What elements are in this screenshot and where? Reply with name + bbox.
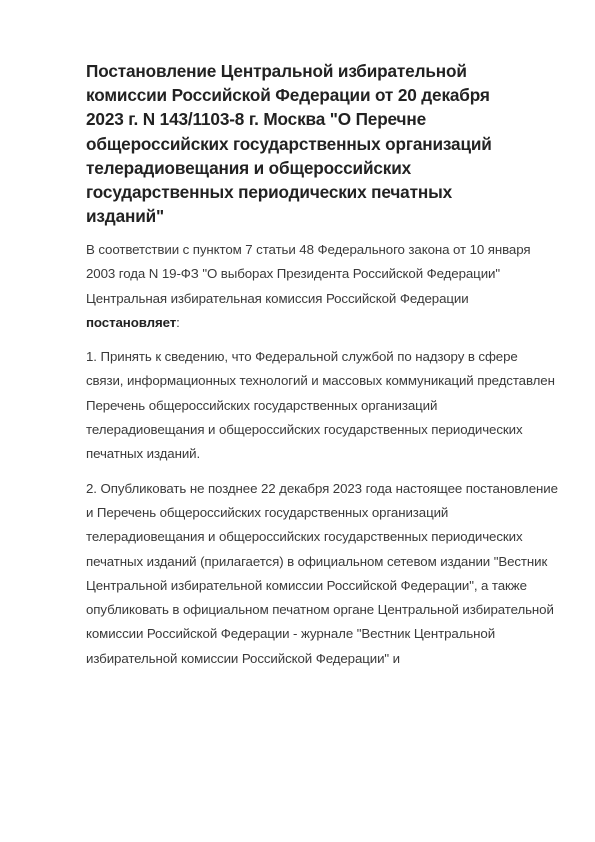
intro-text: В соответствии с пунктом 7 статьи 48 Федерального закона от 10 января 2003 года N 19-ФЗ "О выборах Президента Российской Федерации" Центральная избирательная комиссия Российской Федерации [86, 242, 531, 306]
document-title: Постановление Центральной избирательной комиссии Российской Федерации от 20 декабря 2023 г. N 143/1103-8 г. Москва "О Перечне общероссийских государственных организаций телерадиовещания и общероссийских государственных периодических печатных изданий" [86, 61, 492, 227]
intro-emphasis: постановляет [86, 314, 177, 330]
paragraph-2: 2. Опубликовать не позднее 22 декабря 2023 года настоящее постановление и Перечень общероссийских государственных организаций телерадиовещания и общероссийских государственных периодических печатных изданий (прилагается) в официальном сетевом издании "Вестник Центральной избирательной комиссии Российской Федерации", а также опубликовать в официальном печатном органе Центральной избирательной комиссии Российской Федерации - журнале "Вестник Центральной избирательной комиссии Российской Федерации" и [86, 480, 558, 666]
paragraph-1: 1. Принять к сведению, что Федеральной службой по надзору в сфере связи, информационных технологий и массовых коммуникаций представлен Перечень общероссийских государственных организаций телерадиовещания и общероссийских государственных периодических печатных изданий. [86, 349, 555, 462]
intro-paragraph [86, 238, 558, 335]
intro-suffix: : [176, 314, 180, 330]
document-body [86, 238, 558, 681]
